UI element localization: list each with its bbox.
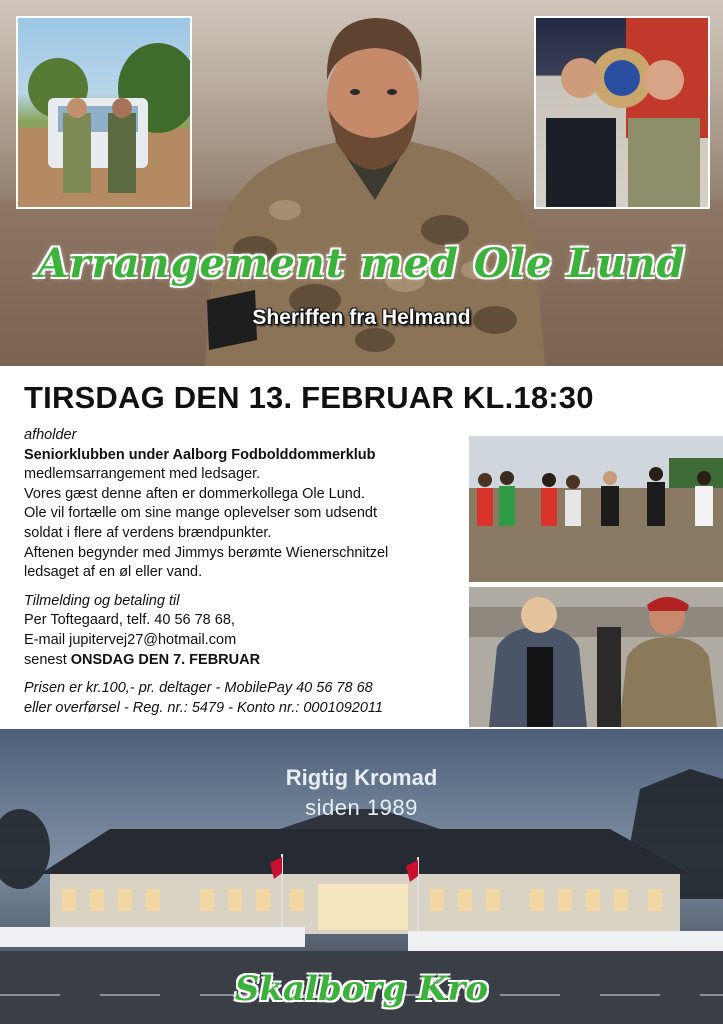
photo-nato-officers xyxy=(534,16,710,209)
event-date-heading: TIRSDAG DEN 13. FEBRUAR KL.18:30 xyxy=(24,380,594,415)
club-name: Seniorklubben under Aalborg Fodbolddommerklub xyxy=(24,446,376,463)
event-subtitle: Sheriffen fra Helmand xyxy=(252,306,471,329)
description-line: ledsaget af en øl eller vand. xyxy=(24,564,203,581)
signup-deadline xyxy=(24,651,464,671)
hero-banner xyxy=(0,0,723,366)
deadline-date: ONSDAG DEN 7. FEBRUAR xyxy=(70,651,261,668)
signup-contact: Per Toftegaard, telf. 40 56 78 68, xyxy=(24,612,235,629)
description-line: Ole vil fortælle om sine mange oplevelser som udsendt xyxy=(24,505,377,522)
description-line: soldat i flere af verdens brændpunkter. xyxy=(24,524,272,541)
event-description xyxy=(24,426,464,718)
photo-football-team xyxy=(469,436,723,582)
deadline-prefix: senest xyxy=(24,651,71,668)
intro-line: afholder xyxy=(24,427,77,443)
description-line: Vores gæst denne aften er dommerkollega Ole Lund. xyxy=(24,485,365,502)
venue-name: Skalborg Kro xyxy=(234,969,489,1009)
signup-heading: Tilmelding og betaling til xyxy=(24,592,180,609)
photo-un-soldiers xyxy=(16,16,192,209)
description-line: medlemsarrangement med ledsager. xyxy=(24,466,261,483)
description-line: Aftenen begynder med Jimmys berømte Wienerschnitzel xyxy=(24,544,389,561)
event-title: Arrangement med Ole Lund xyxy=(37,240,686,287)
payment-line: eller overførsel - Reg. nr.: 5479 - Konto nr.: 0001092011 xyxy=(24,699,383,716)
price-line: Prisen er kr.100,- pr. deltager - MobilePay 40 56 78 68 xyxy=(24,680,373,697)
signup-email: E-mail jupitervej27@hotmail.com xyxy=(24,631,237,648)
venue-banner xyxy=(0,729,723,1024)
venue-since: siden 1989 xyxy=(305,795,418,820)
photo-minister-visit xyxy=(469,587,723,727)
venue-tagline: Rigtig Kromad xyxy=(285,765,438,790)
